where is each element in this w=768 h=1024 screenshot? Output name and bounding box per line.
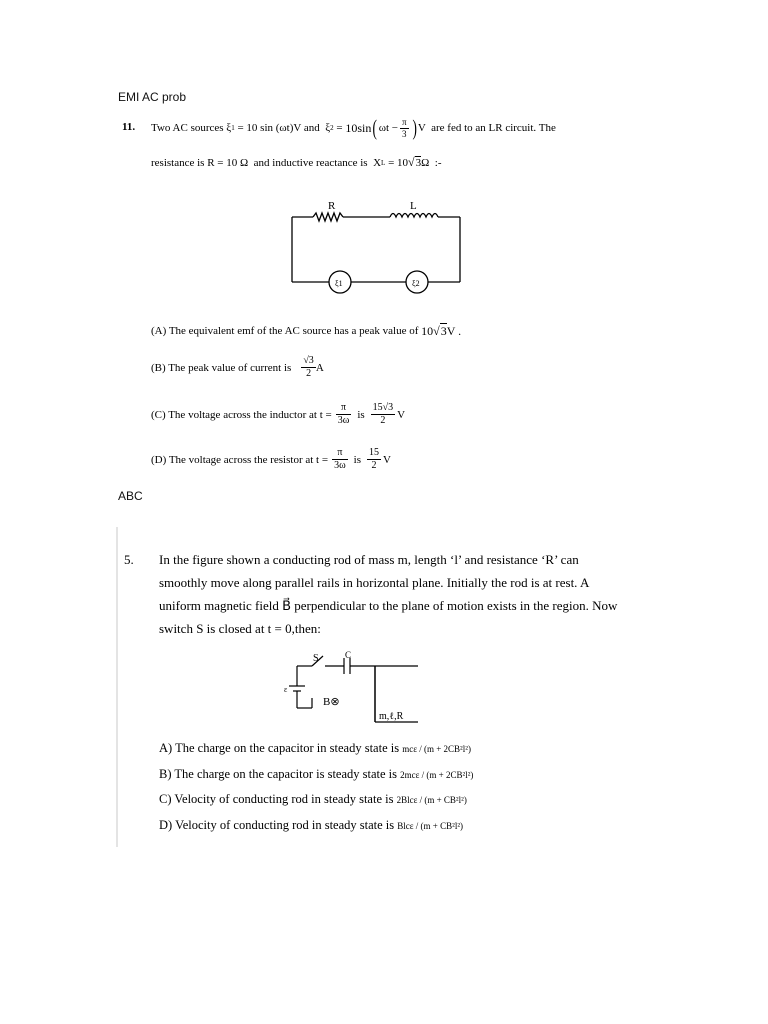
q11-line1-sub1: 1: [231, 124, 235, 132]
label-xi1: ξ1: [335, 279, 343, 288]
q11-option-c-unit: V: [397, 408, 406, 421]
q11-line2-part-c: Ω :-: [421, 156, 442, 169]
q5-option-b: [159, 767, 473, 782]
q5-option-a-expr: mcε / (m + 2CB²l²): [402, 744, 471, 754]
heading-emi-ac-prob: EMI AC prob: [118, 90, 187, 104]
q11-option-b-unit: A: [315, 361, 324, 374]
q11-number: 11.: [122, 121, 136, 133]
q11-line1-pi-over-3: [400, 118, 409, 139]
q11-option-c-tden: 3ω: [337, 415, 350, 426]
heading-abc: ABC: [118, 489, 143, 503]
q11-option-c-vden: 2: [380, 415, 386, 426]
q11-option-d-vnum: 15: [369, 447, 379, 458]
q5-option-c-expr: 2Blcε / (m + CB²l²): [396, 795, 467, 805]
q11-line2-part-a: resistance is R = 10 Ω and inductive reactance is X: [151, 156, 382, 169]
q11-line1-pi: π: [401, 116, 407, 127]
q11-line1-paren-close: ): [411, 115, 417, 140]
q11-option-a-unit: V .: [446, 323, 462, 338]
q11-option-a-root: 3: [440, 324, 447, 338]
rod-rail-circuit-diagram: [282, 650, 422, 726]
q11-line1-part-f: V are fed to an LR circuit. The: [417, 122, 556, 134]
inductor-coil: [390, 214, 438, 218]
q11-option-d-tnum: π: [332, 448, 348, 460]
q11-option-c-tfrac: [336, 403, 352, 426]
label-switch-s: S: [313, 653, 319, 664]
q11-line2-part-b: = 10: [385, 156, 409, 169]
q11-option-d-text: (D) The voltage across the resistor at t =: [151, 453, 329, 466]
label-capacitor-c: C: [345, 650, 352, 660]
lr-circuit-diagram: [280, 195, 470, 300]
q11-option-b-text: (B) The peak value of current is: [151, 361, 292, 374]
q11-option-d-unit: V: [383, 453, 391, 466]
label-emf: ε: [284, 685, 288, 694]
q5-option-d-expr: Blcε / (m + CB²l²): [397, 821, 464, 831]
q11-option-d-vden: 2: [371, 460, 377, 471]
q5-option-b-text: B) The charge on the capacitor is steady state is: [159, 767, 401, 781]
label-rod: m,ℓ,R: [379, 711, 404, 722]
resistor-zigzag: [313, 213, 343, 221]
label-R: R: [328, 200, 336, 212]
q11-line2-sub: L: [381, 158, 386, 167]
q5-question: [159, 548, 617, 640]
q5-number: 5.: [124, 552, 134, 567]
q11-line1: [151, 114, 556, 142]
q11-line1-part-c: =: [333, 122, 346, 134]
q11-option-c-is: is: [357, 408, 365, 421]
q5-line1: In the figure shown a conducting rod of mass m, length ‘l’ and resistance ‘R’ can: [159, 552, 579, 567]
q11-line1-part-b: = 10 sin (ωt)V and ξ: [234, 122, 331, 134]
label-magnetic-field: B⊗: [323, 696, 340, 708]
q11-option-b-num: √3: [303, 355, 314, 366]
q11-option-c-text: (C) The voltage across the inductor at t =: [151, 408, 332, 421]
q11-option-a-val: 10: [421, 323, 434, 338]
q5-left-border: [116, 527, 118, 847]
label-xi2: ξ2: [412, 279, 420, 288]
q11-option-d-tden: 3ω: [334, 460, 346, 471]
q11-option-b-den: 2: [306, 368, 312, 379]
q11-option-a: (A) The equivalent emf of the AC source has a peak value of 10 √ 3 V .: [151, 323, 462, 338]
q11-option-c-vnum: 15√3: [372, 402, 394, 413]
q5-line3: uniform magnetic field B⃗ perpendicular to the plane of motion exists in the region. Now: [159, 598, 618, 613]
q5-line2: smoothly move along parallel rails in horizontal plane. Initially the rod is at rest. A: [159, 575, 590, 590]
q11-line1-paren-open: (: [372, 115, 378, 140]
q11-option-d-vfrac: [367, 448, 381, 471]
q5-option-d: [159, 818, 463, 833]
q11-line1-three: 3: [402, 128, 407, 139]
q5-option-c: [159, 792, 467, 807]
q5-line4: switch S is closed at t = 0,then:: [159, 621, 321, 636]
q11-option-b: [151, 356, 324, 379]
q5-option-a: [159, 741, 471, 756]
q11-option-a-text: (A) The equivalent emf of the AC source has a peak value of: [151, 325, 422, 337]
q11-line1-sub2: 2: [330, 124, 334, 132]
q5-option-a-text: A) The charge on the capacitor in steady state is: [159, 741, 403, 755]
q11-line1-part-a: Two AC sources ξ: [151, 122, 232, 134]
q11-option-c-vfrac: [371, 403, 396, 426]
q5-option-c-text: C) Velocity of conducting rod in steady state is: [159, 792, 397, 806]
q11-line1-sin: 10sin: [345, 120, 372, 135]
q11-option-b-frac: [301, 356, 316, 379]
q11-option-d-tfrac: [332, 448, 348, 471]
q5-option-b-expr: 2mcε / (m + 2CB²l²): [400, 770, 474, 780]
q11-option-d: [151, 448, 391, 471]
q11-option-d-is: is: [353, 453, 361, 466]
q11-line2-root: 3: [415, 157, 422, 169]
q11-line2: resistance is R = 10 Ω and inductive reactance is X L = 10 √ 3 Ω :-: [151, 155, 442, 169]
q11-option-c: [151, 403, 405, 426]
q5-option-d-text: D) Velocity of conducting rod in steady state is: [159, 818, 398, 832]
q11-line1-omega: ωt −: [378, 122, 398, 134]
label-L: L: [410, 200, 417, 212]
q11-option-c-tnum: π: [336, 403, 352, 415]
